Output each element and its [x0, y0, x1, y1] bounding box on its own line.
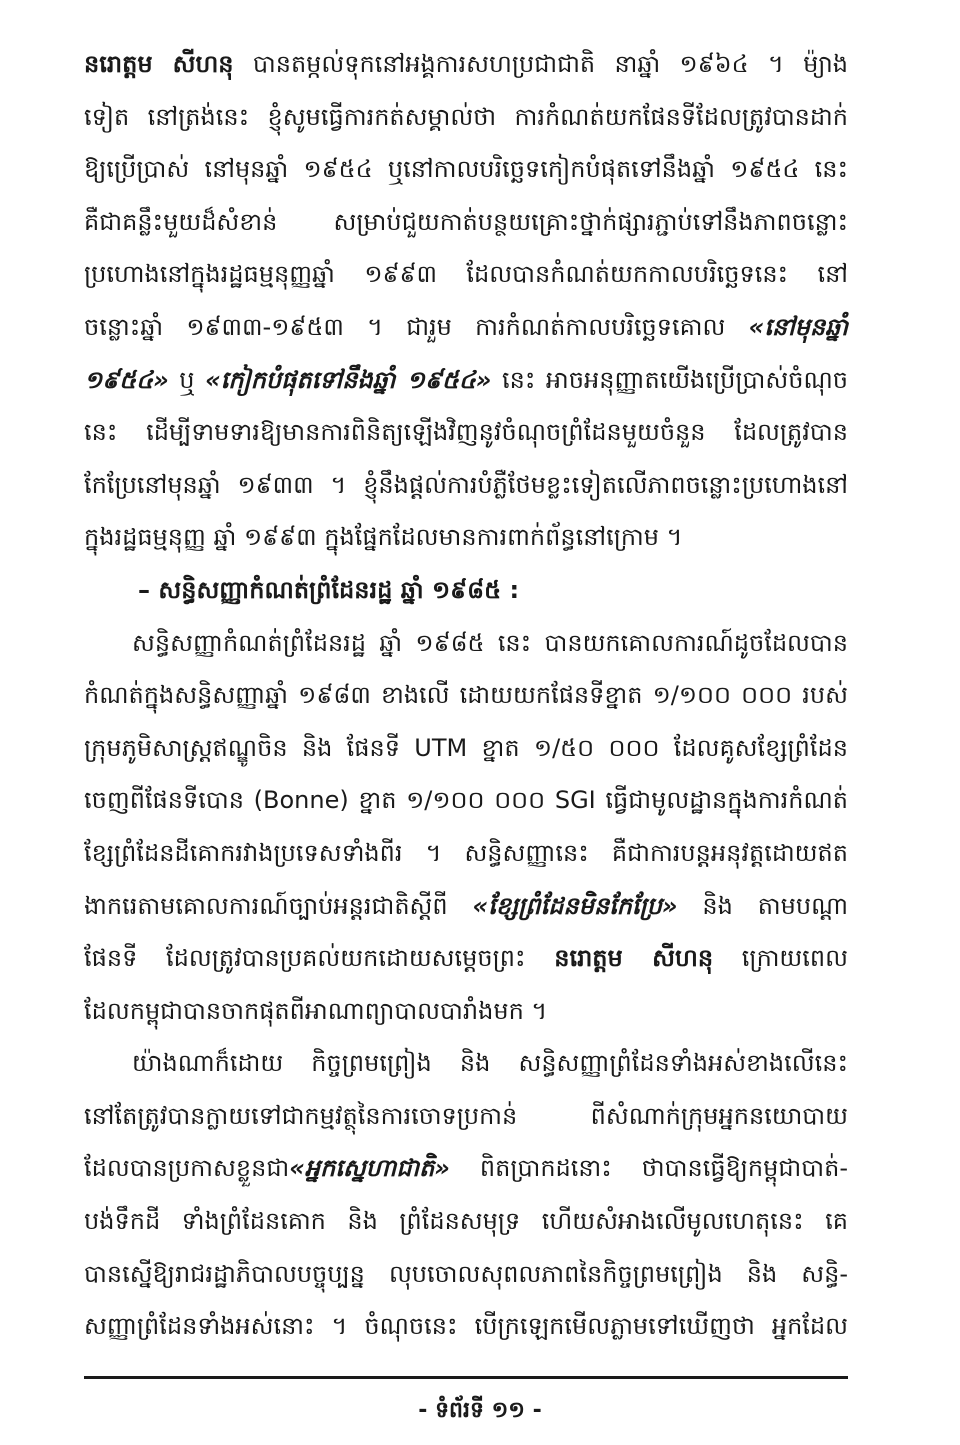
quoted-emphasis: «អ្នកស្នេហាជាតិ» [289, 1154, 450, 1183]
paragraph-line: ខ្សែព្រំដែនដីគោករវាងប្រទេសទាំងពីរ ។ សន្ធិសញ្ញានេះ គឺជាការបន្តអនុវត្តដោយឥត [84, 838, 848, 867]
paragraph-line: ក្នុងរដ្ឋធម្មនុញ្ញ ឆ្នាំ ១៩៩៣ ក្នុងផ្នែកដែលមានការពាក់ព័ន្ធនៅក្រោម ។ [84, 523, 683, 552]
paragraph-line: ប្រហោងនៅក្នុងរដ្ឋធម្មនុញ្ញឆ្នាំ ១៩៩៣ ដែលបានកំណត់យកកាលបរិច្ឆេទនេះ នៅ [84, 260, 848, 289]
paragraph-line: គឺជាគន្លឹះមួយដ៏សំខាន់ សម្រាប់ជួយកាត់បន្ថយគ្រោះថ្នាក់ផ្សារភ្ជាប់ទៅនឹងភាពចន្លោះ [84, 207, 848, 236]
body-text [84, 38, 848, 1353]
name-emphasis: នរោត្តម សីហនុ [554, 944, 714, 973]
page-number: - ទំព័រទី ១១ - [418, 1398, 542, 1423]
footer-divider [84, 1376, 848, 1379]
paragraph-line: កំណត់ក្នុងសន្ធិសញ្ញាឆ្នាំ ១៩៨៣ ខាងលើ ដោយយកផែនទីខ្នាត ១/១០០ ០០០ របស់ [84, 681, 848, 710]
section-heading: – សន្ធិសញ្ញាកំណត់ព្រំដែនរដ្ឋ ឆ្នាំ ១៩៨៥ : [138, 575, 520, 604]
paragraph-line: ងាករេតាមគោលការណ៍ច្បាប់អន្តរជាតិស្តីពី «ខ្សែព្រំដែនមិនកែប្រែ» និង តាមបណ្តា [84, 891, 848, 920]
paragraph-line: កែប្រែនៅមុនឆ្នាំ ១៩៣៣ ។ ខ្ញុំនឹងផ្តល់ការបំភ្លឺថែមខ្លះទៀតលើភាពចន្លោះប្រហោងនៅ [84, 470, 848, 499]
paragraph-line: ចន្លោះឆ្នាំ ១៩៣៣-១៩៥៣ ។ ជារួម ការកំណត់កាលបរិច្ឆេទគោល «នៅមុនឆ្នាំ [84, 312, 848, 341]
paragraph-line: យ៉ាងណាក៏ដោយ កិច្ចព្រមព្រៀង និង សន្ធិសញ្ញាព្រំដែនទាំងអស់ខាងលើនេះ [132, 1049, 848, 1078]
paragraph-line: នេះ ដើម្បីទាមទារឱ្យមានការពិនិត្យឡើងវិញនូវចំណុចព្រំដែនមួយចំនួន ដែលត្រូវបាន [84, 418, 848, 447]
paragraph-line: សញ្ញាព្រំដែនទាំងអស់នោះ ។ ចំណុចនេះ បើក្រឡេកមើលភ្លាមទៅឃើញថា អ្នកដែល [84, 1312, 848, 1341]
paragraph-line: បានស្នើឱ្យរាជរដ្ឋាភិបាលបច្ចុប្បន្ន លុបចោលសុពលភាពនៃកិច្ចព្រមព្រៀង និង សន្ធិ- [84, 1259, 848, 1288]
paragraph-line: នរោត្តម សីហនុ បានតម្កល់ទុកនៅអង្គការសហប្រជាជាតិ នាឆ្នាំ ១៩៦៤ ។ ម៉្យាង [84, 50, 848, 78]
quoted-emphasis: ១៩៥៤» [84, 365, 169, 394]
paragraph-line: បង់ទឹកដី ទាំងព្រំដែនគោក និង ព្រំដែនសមុទ្រ ហើយសំអាងលើមូលហេតុនេះ គេ [84, 1207, 848, 1236]
paragraph-line: ចេញពីផែនទីបោន (Bonne) ខ្នាត ១/១០០ ០០០ SGI ធ្វើជាមូលដ្ឋានក្នុងការកំណត់ [84, 786, 848, 815]
paragraph-line: នៅតែត្រូវបានក្លាយទៅជាកម្មវត្ថុនៃការចោទប្រកាន់ ពីសំណាក់ក្រុមអ្នកនយោបាយ [84, 1101, 848, 1130]
paragraph-line: ១៩៥៤» ឬ «កៀកបំផុតទៅនឹងឆ្នាំ ១៩៥៤» នេះ អាចអនុញ្ញាតយើងប្រើប្រាស់ចំណុច [84, 365, 849, 394]
paragraph-line: ក្រុមភូមិសាស្ត្រឥណ្ឌូចិន និង ផែនទី UTM ខ្នាត ១/៥០ ០០០ ដែលគូសខ្សែព្រំដែន [84, 733, 848, 762]
quoted-emphasis: «ខ្សែព្រំដែនមិនកែប្រែ» [472, 891, 678, 920]
paragraph-line: ឱ្យប្រើប្រាស់ នៅមុនឆ្នាំ ១៩៥៤ ឬនៅកាលបរិច្ឆេទកៀកបំផុតទៅនឹងឆ្នាំ ១៩៥៤ នេះ [84, 155, 848, 184]
paragraph-line: ផែនទី ដែលត្រូវបានប្រគល់យកដោយសម្តេចព្រះ នរោត្តម សីហនុ ក្រោយពេល [84, 944, 848, 973]
paragraph-line: ទៀត នៅត្រង់នេះ ខ្ញុំសូមធ្វើការកត់សម្គាល់ថា ការកំណត់យកផែនទីដែលត្រូវបានដាក់ [84, 102, 848, 131]
quoted-emphasis: «កៀកបំផុតទៅនឹងឆ្នាំ ១៩៥៤» [205, 365, 492, 394]
paragraph-line: ដែលបានប្រកាសខ្លួនជា«អ្នកស្នេហាជាតិ» ពិតប្រាកដនោះ ថាបានធ្វើឱ្យកម្ពុជាបាត់- [84, 1154, 848, 1183]
paragraph-line: ដែលកម្ពុជាបានចាកផុតពីអាណាព្យាបាលបារាំងមក ។ [84, 996, 548, 1025]
paragraph-line: សន្ធិសញ្ញាកំណត់ព្រំដែនរដ្ឋ ឆ្នាំ ១៩៨៥ នេះ បានយកគោលការណ៍ដូចដែលបាន [132, 628, 848, 657]
name-emphasis: នរោត្តម សីហនុ [84, 50, 234, 78]
quoted-emphasis: «នៅមុនឆ្នាំ [748, 312, 848, 341]
